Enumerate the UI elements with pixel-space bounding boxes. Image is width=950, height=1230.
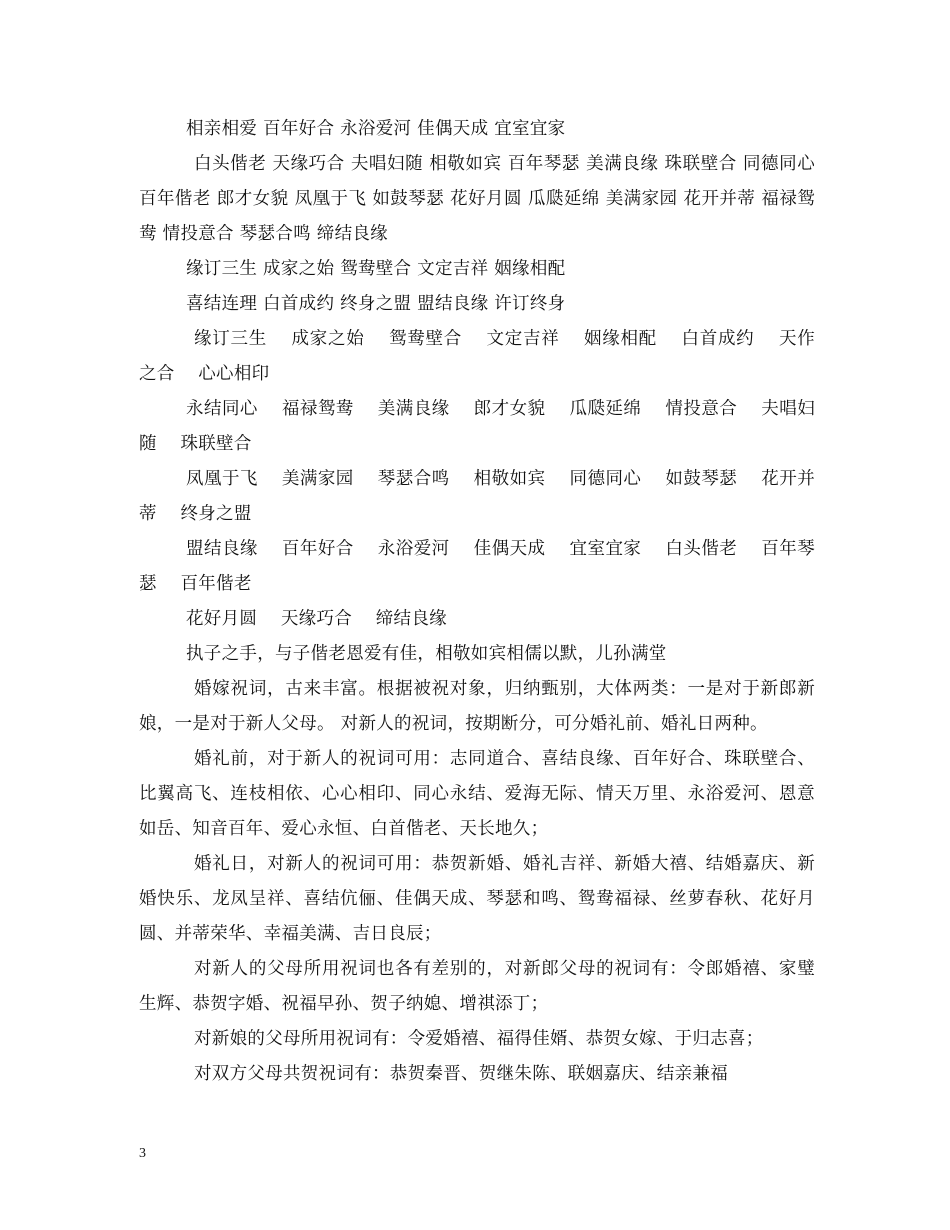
paragraph-9: 花好月圆 天缘巧合 缔结良缘 <box>186 609 447 629</box>
paragraph-6: 永结同心 福禄鸳鸯 美满良缘 郎才女貌 瓜瓞延绵 情投意合 夫唱妇随 珠联壁合 <box>139 399 815 454</box>
paragraph-13: 婚礼日，对新人的祝词可用：恭贺新婚、婚礼吉祥、新婚大禧、结婚嘉庆、新婚快乐、龙凤呈祥、喜结伉俪、佳偶天成、琴瑟和鸣、鸳鸯福禄、丝萝春秋、花好月圆、并蒂荣华、幸福美满、吉日良辰； <box>139 854 815 944</box>
paragraph-8: 盟结良缘 百年好合 永浴爱河 佳偶天成 宜室宜家 白头偕老 百年琴瑟 百年偕老 <box>139 539 815 594</box>
paragraph-14: 对新人的父母所用祝词也各有差别的，对新郎父母的祝词有：令郎婚禧、家璧生辉、恭贺字婚、祝福早孙、贺子纳媳、增祺添丁； <box>139 959 815 1014</box>
paragraph-2: 白头偕老 天缘巧合 夫唱妇随 相敬如宾 百年琴瑟 美满良缘 珠联壁合 同德同心 百年偕老 郎才女貌 凤凰于飞 如鼓琴瑟 花好月圆 瓜瓞延绵 美满家园 花开并蒂 福禄鸳鸯 情投意合 琴瑟合鸣 缔结良缘 <box>139 154 821 244</box>
paragraph-12: 婚礼前，对于新人的祝词可用：志同道合、喜结良缘、百年好合、珠联壁合、比翼高飞、连枝相依、心心相印、同心永结、爱海无际、情天万里、永浴爱河、恩意如岳、知音百年、爱心永恒、白首偕老、天长地久； <box>139 749 815 839</box>
paragraph-16: 对双方父母共贺祝词有：恭贺秦晋、贺继朱陈、联姻嘉庆、结亲兼福 <box>194 1064 728 1084</box>
paragraph-15: 对新娘的父母所用祝词有：令爱婚禧、福得佳婿、恭贺女嫁、于归志喜； <box>194 1029 764 1049</box>
paragraph-10: 执子之手，与子偕老恩爱有佳，相敬如宾相儒以默，儿孙满堂 <box>186 644 667 664</box>
paragraph-7: 凤凰于飞 美满家园 琴瑟合鸣 相敬如宾 同德同心 如鼓琴瑟 花开并蒂 终身之盟 <box>139 469 815 524</box>
paragraph-11: 婚嫁祝词，古来丰富。根据被祝对象，归纳甄别，大体两类：一是对于新郎新娘，一是对于新人父母。 对新人的祝词，按期断分，可分婚礼前、婚礼日两种。 <box>139 679 815 734</box>
paragraph-4: 喜结连理 白首成约 终身之盟 盟结良缘 许订终身 <box>186 294 566 314</box>
paragraph-1: 相亲相爱 百年好合 永浴爱河 佳偶天成 宜室宜家 <box>186 119 566 139</box>
document-body <box>139 112 821 1092</box>
paragraph-5: 缘订三生 成家之始 鸳鸯壁合 文定吉祥 姻缘相配 白首成约 天作之合 心心相印 <box>139 329 815 384</box>
page-number: 3 <box>139 1146 146 1161</box>
paragraph-3: 缘订三生 成家之始 鸳鸯壁合 文定吉祥 姻缘相配 <box>186 259 566 279</box>
